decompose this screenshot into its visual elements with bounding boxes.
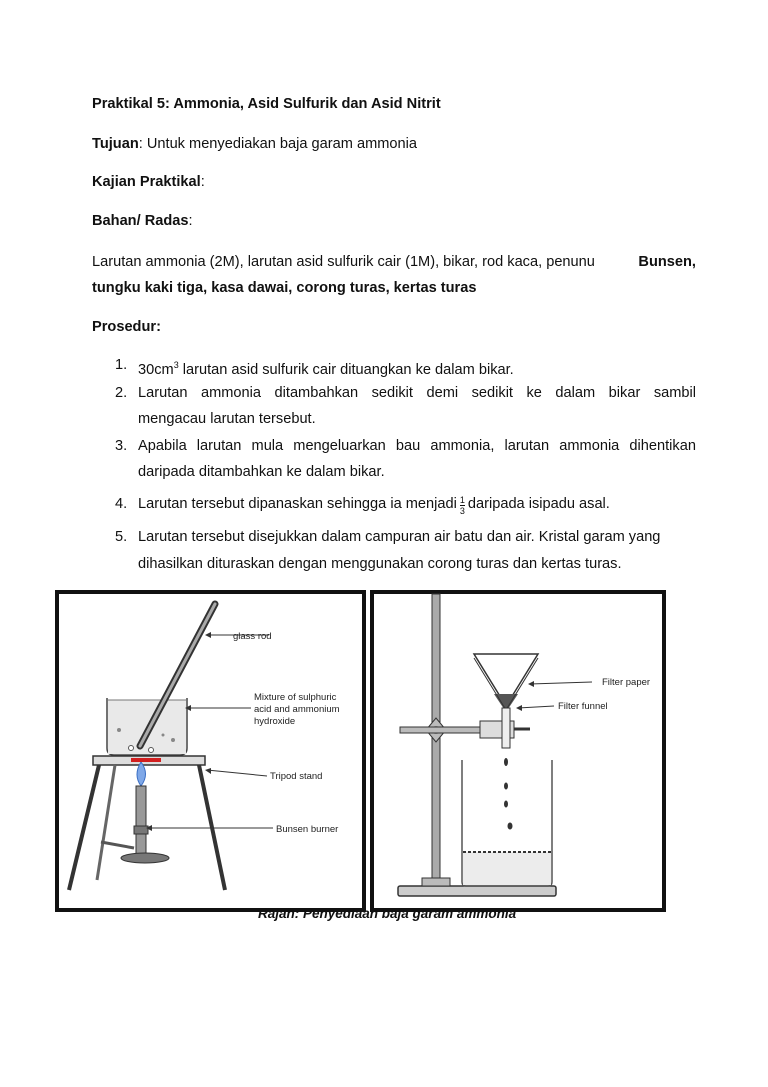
bahan-suffix: : — [188, 213, 193, 229]
tujuan-label: Tujuan — [92, 136, 139, 152]
step-3-word: bau — [395, 438, 421, 454]
flame-glow — [131, 758, 161, 762]
step-3-word: ammonia — [559, 438, 620, 454]
step-3-line-2: daripada ditambahkan ke dalam bikar. — [138, 464, 385, 480]
materials-line-2: tungku kaki tiga, kasa dawai, corong turas, kertas turas — [92, 280, 477, 296]
step-1-post: larutan asid sulfurik cair dituangkan ke dalam bikar. — [178, 362, 514, 378]
step-1-pre: 30cm — [138, 362, 174, 378]
step-2-word: ke — [526, 385, 542, 401]
step-3-word: larutan — [504, 438, 550, 454]
materials-line-1 — [92, 253, 696, 271]
kajian-label: Kajian Praktikal — [92, 174, 201, 190]
materials-bold-1: Bunsen, — [638, 254, 696, 270]
step-4-fraction — [460, 495, 465, 516]
label-mixture-1: Mixture of sulphuric — [254, 692, 337, 703]
tujuan-text: : Untuk menyediakan baja garam ammonia — [138, 136, 417, 152]
step-4-pre: Larutan tersebut dipanaskan sehingga ia menjadi — [138, 496, 457, 512]
step-2-word: bikar — [608, 385, 641, 401]
step-3-number: 3. — [115, 438, 128, 454]
tujuan-line — [92, 135, 417, 153]
step-4-text — [138, 495, 610, 516]
step-3-line-1 — [138, 437, 696, 455]
step-1-superscript: 3 — [173, 360, 179, 370]
step-1-number: 1. — [115, 357, 128, 373]
fraction-numerator: 1 — [459, 495, 465, 505]
step-5-line-1: Larutan tersebut disejukkan dalam campuran air batu dan air. Kristal garam yang — [138, 529, 661, 545]
label-mixture-2: acid and ammonium — [254, 704, 340, 715]
materials-plain: Larutan ammonia (2M), larutan asid sulfurik cair (1M), bikar, rod kaca, penunu — [92, 254, 595, 270]
step-3-word: larutan — [196, 438, 242, 454]
step-3-word: ammonia, — [430, 438, 495, 454]
step-5-number: 5. — [115, 529, 128, 545]
figure-frame — [57, 592, 364, 910]
label-filter-funnel: Filter funnel — [558, 701, 608, 712]
prosedur-label: Prosedur: — [92, 319, 161, 335]
step-3-word: dihentikan — [629, 438, 696, 454]
page-title: Praktikal 5: Ammonia, Asid Sulfurik dan Asid Nitrit — [92, 96, 441, 112]
step-2-word: sedikit — [371, 385, 413, 401]
step-3-word: mula — [251, 438, 284, 454]
kajian-line — [92, 173, 205, 191]
label-glass-rod: glass rod — [233, 631, 272, 642]
step-4-number: 4. — [115, 496, 128, 512]
bunsen-burner — [136, 786, 146, 854]
label-bunsen: Bunsen burner — [276, 824, 339, 835]
filtration-apparatus-figure — [370, 590, 666, 912]
bahan-line — [92, 212, 193, 230]
step-5-line-2: dihasilkan dituraskan dengan menggunakan corong turas dan kertas turas. — [138, 556, 622, 572]
step-2-line-1 — [138, 384, 696, 402]
step-1-text — [138, 356, 514, 379]
step-2-word: demi — [426, 385, 459, 401]
heating-apparatus-figure — [55, 590, 366, 912]
kajian-suffix: : — [200, 174, 205, 190]
bahan-label: Bahan/ Radas — [92, 213, 189, 229]
step-2-word: Larutan — [138, 385, 188, 401]
step-2-word: dalam — [555, 385, 596, 401]
label-tripod: Tripod stand — [270, 771, 323, 782]
retort-stand-base — [398, 886, 556, 896]
label-mixture-3: hydroxide — [254, 716, 296, 727]
step-2-word: ammonia — [201, 385, 262, 401]
step-3-word: mengeluarkan — [293, 438, 386, 454]
step-2-word: sedikit — [471, 385, 513, 401]
figure-caption: Rajah: Penyediaan baja garam ammonia — [258, 906, 517, 921]
label-filter-paper: Filter paper — [602, 677, 651, 688]
step-2-word: sambil — [653, 385, 696, 401]
step-4-post: daripada isipadu asal. — [467, 496, 610, 512]
funnel-stem — [502, 708, 510, 748]
step-2-word: ditambahkan — [274, 385, 359, 401]
step-2-line-2: mengacau larutan tersebut. — [138, 411, 316, 427]
filtrate — [463, 852, 551, 885]
step-2-number: 2. — [115, 385, 128, 401]
fraction-denominator: 3 — [459, 506, 465, 516]
step-3-word: Apabila — [138, 438, 187, 454]
